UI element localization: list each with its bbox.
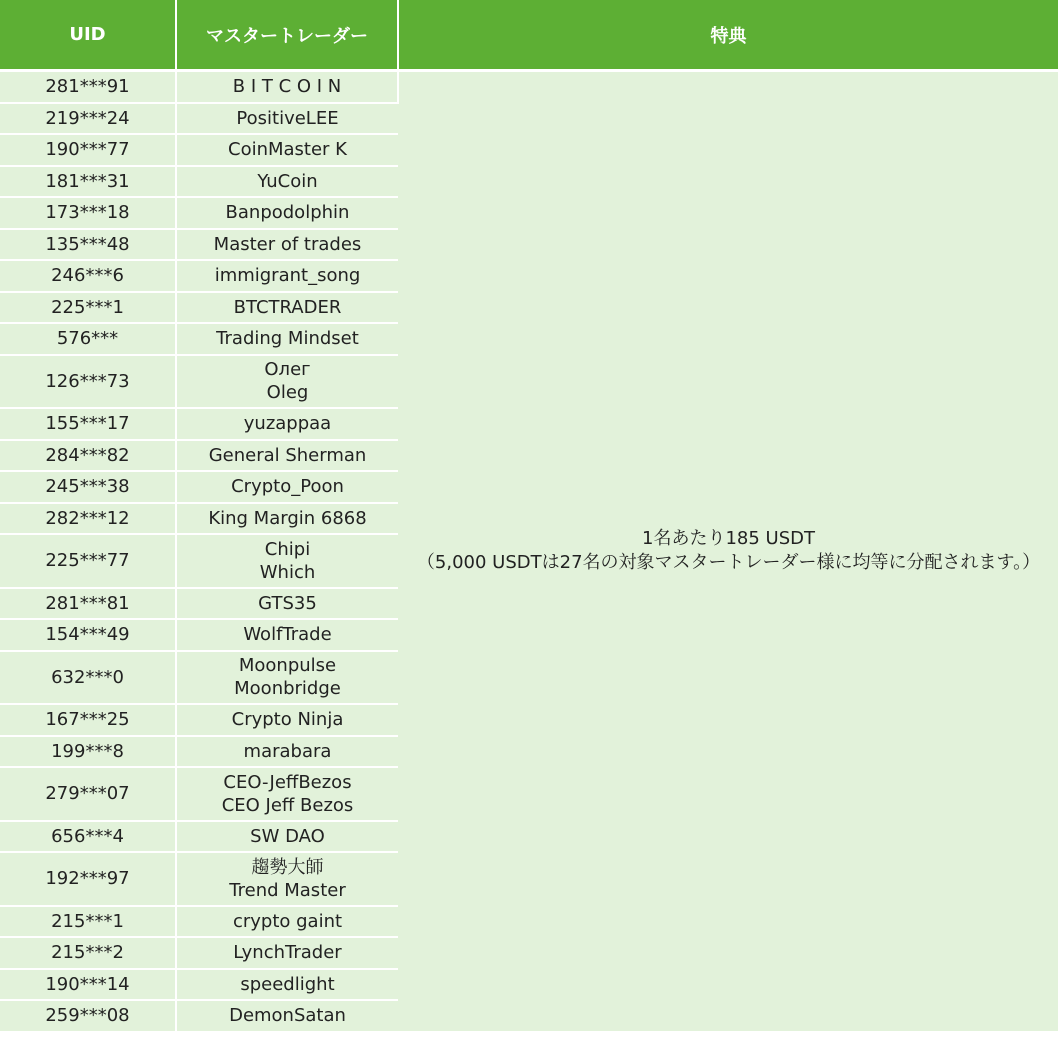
trader-name: Banpodolphin (225, 202, 350, 224)
trader-name: Moonbridge (234, 678, 341, 700)
master-trader-cell (176, 906, 398, 938)
uid-cell: 126***73 (0, 355, 176, 409)
master-trader-cell (176, 103, 398, 135)
trader-name: King Margin 6868 (208, 507, 367, 529)
trader-name: Crypto Ninja (231, 709, 344, 731)
uid-cell: 259***08 (0, 1000, 176, 1032)
master-trader-cell (176, 355, 398, 409)
master-trader-cell (176, 134, 398, 166)
trader-name: CEO Jeff Bezos (221, 794, 354, 816)
uid-cell: 225***77 (0, 534, 176, 588)
table-row (0, 71, 1058, 103)
master-trader-cell (176, 588, 398, 620)
uid-cell: 225***1 (0, 292, 176, 324)
master-trader-cell (176, 704, 398, 736)
uid-cell: 135***48 (0, 229, 176, 261)
uid-cell: 576*** (0, 323, 176, 355)
uid-cell: 632***0 (0, 651, 176, 705)
uid-cell: 199***8 (0, 736, 176, 768)
master-trader-cell (176, 503, 398, 535)
master-trader-cell (176, 471, 398, 503)
trader-name: Олег (264, 359, 311, 381)
uid-cell: 284***82 (0, 440, 176, 472)
trader-name: immigrant_song (214, 265, 361, 287)
table-body (0, 71, 1058, 1032)
master-trader-cell (176, 292, 398, 324)
master-trader-cell (176, 852, 398, 906)
master-trader-cell (176, 937, 398, 969)
trader-name: speedlight (240, 973, 335, 995)
uid-cell: 190***14 (0, 969, 176, 1001)
uid-cell: 192***97 (0, 852, 176, 906)
uid-cell: 656***4 (0, 821, 176, 853)
uid-cell: 190***77 (0, 134, 176, 166)
uid-cell: 282***12 (0, 503, 176, 535)
trader-name: Master of trades (213, 233, 362, 255)
trader-name: BTCTRADER (233, 296, 342, 318)
master-trader-cell (176, 323, 398, 355)
trader-name: B I T C O I N (232, 76, 342, 98)
trader-name: Trading Mindset (216, 328, 359, 350)
reward-note: （5,000 USDTは27名の対象マスタートレーダー様に均等に分配されます。） (416, 552, 1041, 574)
table-header (0, 0, 1058, 71)
trader-name: YuCoin (257, 170, 318, 192)
trader-name: General Sherman (208, 444, 367, 466)
trader-name: CoinMaster K (228, 139, 347, 161)
trader-name: Trend Master (229, 879, 346, 901)
uid-cell: 219***24 (0, 103, 176, 135)
uid-cell: 215***1 (0, 906, 176, 938)
uid-cell: 173***18 (0, 197, 176, 229)
trader-name: Crypto_Poon (231, 476, 344, 498)
master-trader-cell (176, 1000, 398, 1032)
master-trader-cell (176, 821, 398, 853)
master-trader-cell (176, 408, 398, 440)
uid-cell: 246***6 (0, 260, 176, 292)
trader-name: Moonpulse (238, 655, 337, 677)
trader-name: PositiveLEE (236, 107, 339, 129)
trader-name: Chipi (264, 538, 311, 560)
trader-name: LynchTrader (233, 942, 342, 964)
master-trader-cell (176, 260, 398, 292)
trader-name: SW DAO (250, 825, 325, 847)
trader-name: Oleg (266, 382, 309, 404)
master-trader-cell (176, 71, 398, 103)
benefit-column-header: 特典 (398, 0, 1058, 71)
uid-cell: 281***81 (0, 588, 176, 620)
master-trader-cell (176, 197, 398, 229)
benefit-cell (398, 71, 1058, 1032)
uid-cell: 279***07 (0, 767, 176, 821)
master-trader-cell (176, 619, 398, 651)
master-trader-column-header: マスタートレーダー (176, 0, 398, 71)
uid-cell: 245***38 (0, 471, 176, 503)
trader-name: 趨勢大師 (251, 856, 324, 878)
uid-cell: 281***91 (0, 71, 176, 103)
reward-amount: 1名あたり185 USDT (642, 528, 815, 550)
master-trader-cell (176, 534, 398, 588)
master-trader-cell (176, 969, 398, 1001)
master-trader-cell (176, 440, 398, 472)
master-trader-cell (176, 767, 398, 821)
uid-cell: 215***2 (0, 937, 176, 969)
trader-name: WolfTrade (243, 624, 332, 646)
trader-name: crypto gaint (232, 910, 343, 932)
master-trader-cell (176, 166, 398, 198)
master-trader-cell (176, 651, 398, 705)
uid-column-header: UID (0, 0, 176, 71)
uid-cell: 181***31 (0, 166, 176, 198)
trader-name: GTS35 (258, 592, 317, 614)
master-trader-cell (176, 229, 398, 261)
trader-name: DemonSatan (229, 1005, 346, 1027)
trader-name: yuzappaa (243, 413, 332, 435)
trader-name: Which (259, 561, 316, 583)
uid-cell: 154***49 (0, 619, 176, 651)
uid-cell: 155***17 (0, 408, 176, 440)
master-trader-cell (176, 736, 398, 768)
uid-cell: 167***25 (0, 704, 176, 736)
trader-name: CEO-JeffBezos (223, 771, 352, 793)
trader-name: marabara (243, 740, 332, 762)
